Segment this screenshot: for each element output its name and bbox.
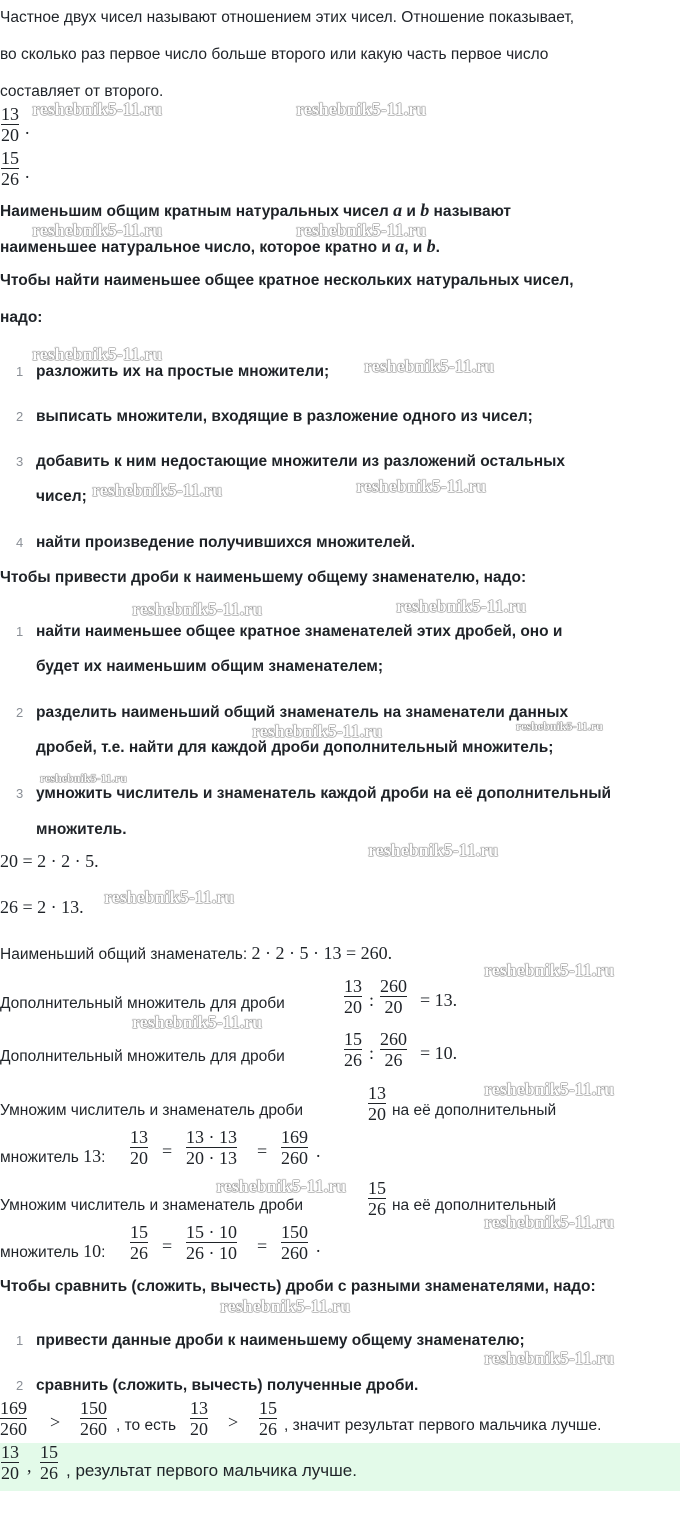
watermark: reshebnik5-11.ru [32, 99, 163, 119]
watermark: reshebnik5-11.ru [364, 356, 495, 376]
fraction-15-26: 15 26 [130, 1222, 148, 1263]
watermark: reshebnik5-11.ru [92, 480, 223, 500]
period: . [25, 162, 30, 182]
equals-sign: = [162, 1236, 173, 1256]
fraction-15-26: 15 26 [1, 148, 19, 189]
that-is: , то есть [116, 1417, 177, 1434]
equation-26: 26 = 2 · 13. [0, 897, 84, 917]
fraction-13-20: 13 20 [130, 1127, 148, 1168]
answer-text: , результат первого мальчика лучше. [66, 1461, 357, 1480]
fraction-15-26: 15 26 [259, 1398, 277, 1439]
watermark: reshebnik5-11.ru [368, 840, 499, 860]
common-step-1-cont: будет их наименьшим общим знаменателем; [36, 658, 383, 675]
lcm-definition-line-2: наименьшее натуральное число, которое кратно и a, и b. [0, 236, 440, 256]
lcm-how-line-1: Чтобы найти наименьшее общее кратное нескольких натуральных чисел, [0, 272, 574, 289]
equals-sign: = [257, 1141, 268, 1161]
watermark: reshebnik5-11.ru [104, 887, 235, 907]
lcm-step-1: разложить их на простые множители; [36, 363, 330, 380]
watermark: reshebnik5-11.ru [132, 599, 263, 619]
common-step-2: разделить наименьший общий знаменатель на знаменатели данных [36, 704, 569, 721]
common-step-3: умножить числитель и знаменатель каждой дроби на её дополнительный [36, 785, 612, 802]
fraction-15-26: 15 26 [40, 1442, 58, 1483]
fraction-169-260: 169 260 [281, 1127, 308, 1168]
fraction-13-20: 13 20 [1, 104, 19, 145]
watermark: reshebnik5-11.ru [484, 960, 615, 980]
equals-sign: = [162, 1141, 173, 1161]
equals-sign: = [257, 1236, 268, 1256]
lcm-step-3-cont: чисел; [36, 488, 87, 505]
common-denominator-title: Чтобы привести дроби к наименьшему общему знаменателю, надо: [0, 569, 527, 586]
equation-20: 20 = 2 · 2 · 5. [0, 851, 99, 871]
watermark: reshebnik5-11.ru [32, 344, 163, 364]
period: . [316, 1141, 321, 1161]
watermark: reshebnik5-11.ru [516, 719, 603, 733]
watermark: reshebnik5-11.ru [216, 1176, 347, 1196]
list-number: 2 [16, 705, 24, 720]
multiply-1-label-end: на её дополнительный [392, 1102, 557, 1119]
list-number: 2 [16, 1378, 24, 1393]
fraction-13x13-20x13: 13 · 13 20 · 13 [186, 1127, 237, 1168]
list-number: 1 [16, 1333, 24, 1348]
common-step-1: найти наименьшее общее кратное знаменателей этих дробей, оно и [36, 623, 563, 640]
list-number: 1 [16, 364, 24, 379]
watermark: reshebnik5-11.ru [396, 596, 527, 616]
fraction-169-260: 169 260 [0, 1398, 27, 1439]
period: . [316, 1236, 321, 1256]
lcm-step-3: добавить к ним недостающие множители из разложений остальных [36, 453, 565, 470]
watermark: reshebnik5-11.ru [484, 1212, 615, 1232]
additional-factor-1-result: = 13. [420, 990, 458, 1010]
lcm-how-line-2: надо: [0, 309, 43, 326]
lcm-step-2: выписать множители, входящие в разложение одного из чисел; [36, 408, 533, 425]
intro-line-3: составляет от второго. [0, 83, 164, 100]
list-number: 3 [16, 454, 24, 469]
watermark: reshebnik5-11.ru [40, 771, 127, 785]
watermark: reshebnik5-11.ru [132, 1012, 263, 1032]
list-number: 1 [16, 624, 24, 639]
watermark: reshebnik5-11.ru [484, 1079, 615, 1099]
watermark: reshebnik5-11.ru [484, 1348, 615, 1368]
fraction-260-26: 260 26 [380, 1029, 407, 1070]
colon: : [369, 990, 375, 1010]
fraction-260-20: 260 20 [380, 976, 407, 1017]
fraction-150-260: 150 260 [281, 1222, 308, 1263]
lcm-definition-line-1: Наименьшим общим кратным натуральных чисел a и b называют [0, 200, 512, 220]
fraction-15-26: 15 26 [344, 1029, 362, 1070]
lcd-line: Наименьший общий знаменатель: 2 · 2 · 5 · 13 = 260. [0, 943, 393, 963]
compare-step-2: сравнить (сложить, вычесть) полученные дроби. [36, 1377, 419, 1394]
colon: : [369, 1043, 375, 1063]
watermark: reshebnik5-11.ru [296, 220, 427, 240]
intro-line-2: во сколько раз первое число больше второго или какую часть первое число [0, 46, 549, 63]
additional-factor-1-label: Дополнительный множитель для дроби [0, 995, 285, 1012]
comma: , [27, 1456, 32, 1476]
list-number: 3 [16, 786, 24, 801]
multiply-1-label: Умножим числитель и знаменатель дроби [0, 1102, 304, 1119]
common-step-3-cont: множитель. [36, 821, 127, 838]
multiply-2-line-2: множитель 10: [0, 1241, 106, 1261]
greater-than: > [228, 1412, 239, 1432]
watermark: reshebnik5-11.ru [220, 1296, 351, 1316]
period: . [25, 118, 30, 138]
multiply-1-line-2: множитель 13: [0, 1146, 106, 1166]
intro-line-1: Частное двух чисел называют отношением этих чисел. Отношение показывает, [0, 9, 575, 26]
greater-than: > [50, 1412, 61, 1432]
compare-conclusion: , значит результат первого мальчика лучше. [284, 1417, 602, 1434]
watermark: reshebnik5-11.ru [32, 220, 163, 240]
list-number: 4 [16, 535, 24, 550]
multiply-2-label-end: на её дополнительный [392, 1197, 557, 1214]
watermark: reshebnik5-11.ru [296, 99, 427, 119]
compare-title: Чтобы сравнить (сложить, вычесть) дроби с разными знаменателями, надо: [0, 1278, 596, 1295]
watermark: reshebnik5-11.ru [252, 721, 383, 741]
fraction-13-20: 13 20 [368, 1083, 386, 1124]
fraction-13-20: 13 20 [190, 1398, 208, 1439]
compare-step-1: привести данные дроби к наименьшему общему знаменателю; [36, 1332, 525, 1349]
common-step-2-cont: дробей, т.е. найти для каждой дроби дополнительный множитель; [36, 739, 554, 756]
fraction-15-26: 15 26 [368, 1178, 386, 1219]
fraction-13-20: 13 20 [344, 976, 362, 1017]
fraction-150-260: 150 260 [80, 1398, 107, 1439]
additional-factor-2-result: = 10. [420, 1043, 458, 1063]
fraction-15x10-26x10: 15 · 10 26 · 10 [186, 1222, 237, 1263]
list-number: 2 [16, 409, 24, 424]
watermark: reshebnik5-11.ru [356, 476, 487, 496]
fraction-13-20: 13 20 [1, 1442, 19, 1483]
multiply-2-label: Умножим числитель и знаменатель дроби [0, 1197, 304, 1214]
lcm-step-4: найти произведение получившихся множителей. [36, 534, 416, 551]
additional-factor-2-label: Дополнительный множитель для дроби [0, 1048, 285, 1065]
